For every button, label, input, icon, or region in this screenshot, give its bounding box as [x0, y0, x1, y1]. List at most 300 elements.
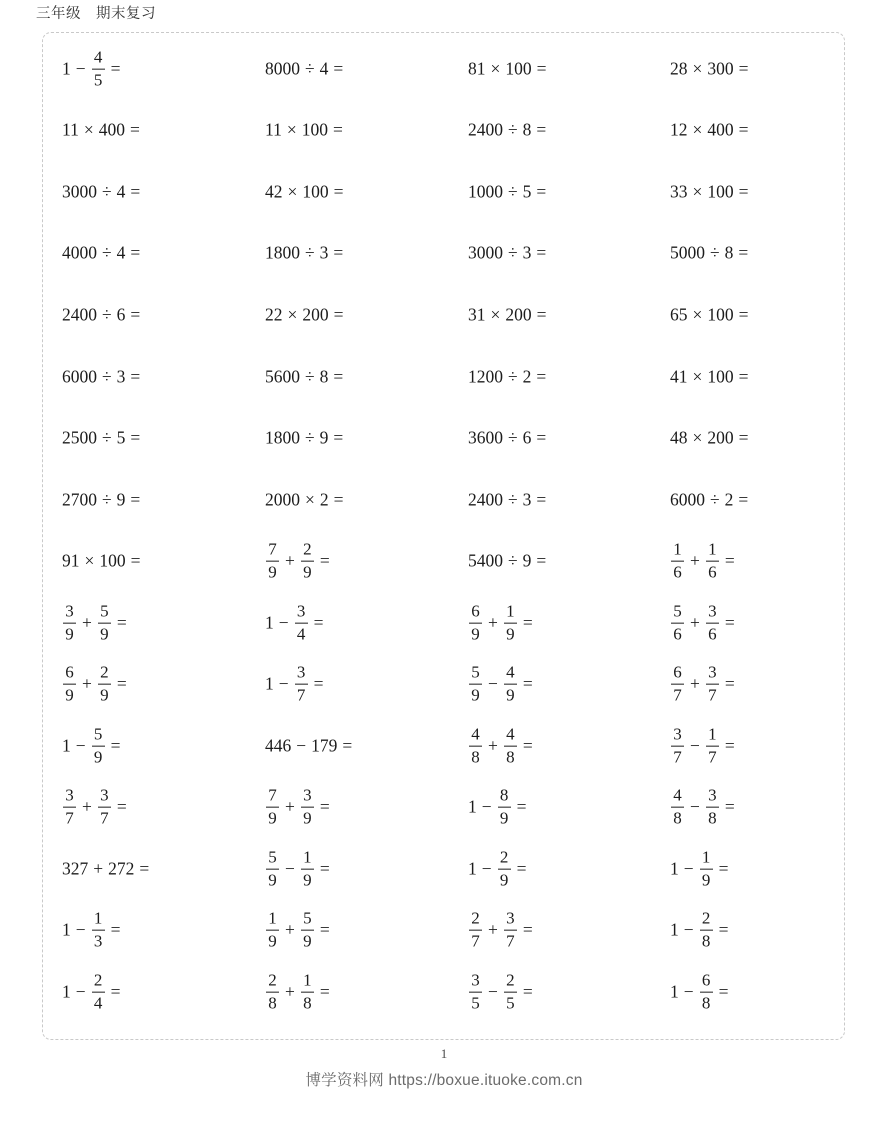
fraction-bar: [706, 684, 719, 685]
fraction: [92, 972, 105, 1013]
equals-sign: =: [738, 427, 749, 448]
fraction-numerator: 4: [471, 724, 480, 744]
math-expression: [670, 121, 749, 139]
fraction: [504, 664, 517, 705]
math-expression: [265, 910, 330, 951]
fraction-denominator: 8: [471, 747, 480, 767]
math-number: 4: [319, 58, 329, 79]
math-operator: ÷: [508, 242, 518, 263]
math-operator: ÷: [508, 550, 518, 571]
fraction-denominator: 6: [708, 624, 717, 644]
math-operator: ×: [287, 181, 298, 202]
fraction-bar: [706, 623, 719, 624]
equals-sign: =: [342, 735, 353, 756]
math-number: 1: [670, 919, 679, 940]
fraction-bar: [98, 684, 111, 685]
fraction: [266, 910, 279, 951]
math-operator: +: [690, 612, 700, 633]
fraction-numerator: 3: [506, 908, 515, 928]
math-operator: −: [75, 981, 86, 1002]
equals-sign: =: [319, 550, 330, 571]
math-expression: [468, 910, 533, 951]
math-number: 41: [670, 366, 688, 387]
fraction-bar: [671, 561, 684, 562]
math-number: 28: [670, 58, 688, 79]
math-expression: [468, 726, 533, 767]
math-expression: [670, 787, 735, 828]
math-operator: −: [683, 981, 694, 1002]
math-number: 400: [98, 119, 125, 140]
fraction-numerator: 2: [93, 970, 103, 990]
math-expression: [62, 726, 121, 767]
equals-sign: =: [718, 981, 729, 1002]
math-expression: [670, 183, 749, 201]
math-expression: [468, 368, 546, 386]
fraction-bar: [469, 992, 482, 993]
math-expression: [62, 429, 140, 447]
fraction: [706, 664, 719, 705]
fraction-denominator: 6: [708, 562, 717, 582]
equals-sign: =: [536, 366, 547, 387]
equals-sign: =: [724, 673, 735, 694]
math-number: 8: [522, 119, 532, 140]
fraction-denominator: 9: [268, 870, 277, 890]
fraction-denominator: 7: [673, 685, 682, 705]
equals-sign: =: [110, 735, 121, 756]
math-operator: −: [683, 858, 694, 879]
math-expression: [670, 244, 748, 262]
math-number: 2400: [62, 304, 97, 325]
fraction: [301, 910, 314, 951]
math-number: 31: [468, 304, 486, 325]
fraction: [671, 541, 684, 582]
math-number: 100: [99, 550, 126, 571]
fraction-bar: [504, 992, 517, 993]
fraction-numerator: 5: [100, 601, 109, 621]
fraction-denominator: 9: [506, 624, 515, 644]
math-expression: [468, 121, 546, 139]
math-expression: [62, 664, 127, 705]
math-expression: [265, 244, 343, 262]
equals-sign: =: [319, 981, 330, 1002]
math-operator: +: [285, 981, 295, 1002]
math-expression: [468, 244, 546, 262]
math-operator: ÷: [102, 181, 112, 202]
fraction-bar: [301, 869, 314, 870]
math-operator: ÷: [305, 427, 315, 448]
math-expression: [62, 121, 140, 139]
math-number: 200: [707, 427, 734, 448]
equals-sign: =: [516, 858, 527, 879]
math-number: 8: [319, 366, 329, 387]
math-expression: [265, 368, 343, 386]
math-expression: [670, 910, 729, 951]
fraction-denominator: 9: [499, 808, 509, 828]
fraction: [301, 849, 314, 890]
math-number: 8: [724, 242, 734, 263]
equals-sign: =: [333, 242, 344, 263]
fraction-numerator: 2: [506, 970, 515, 990]
math-expression: [62, 183, 140, 201]
math-number: 100: [707, 181, 734, 202]
fraction: [706, 787, 719, 828]
fraction-denominator: 9: [65, 624, 74, 644]
fraction-denominator: 8: [673, 808, 682, 828]
fraction-denominator: 9: [701, 870, 711, 890]
math-operator: ×: [84, 550, 95, 571]
fraction-bar: [266, 807, 279, 808]
math-number: 4: [116, 181, 126, 202]
math-expression: [265, 121, 343, 139]
equals-sign: =: [536, 181, 547, 202]
fraction: [504, 726, 517, 767]
fraction-denominator: 9: [471, 624, 480, 644]
math-operator: ×: [287, 304, 298, 325]
fraction-bar: [706, 561, 719, 562]
fraction-bar: [700, 930, 713, 931]
fraction-bar: [504, 684, 517, 685]
math-number: 100: [707, 366, 734, 387]
equals-sign: =: [333, 304, 344, 325]
fraction-numerator: 3: [303, 785, 312, 805]
math-expression: [265, 306, 344, 324]
fraction: [504, 972, 517, 1013]
fraction-bar: [301, 930, 314, 931]
math-expression: [265, 60, 343, 78]
fraction-numerator: 3: [708, 662, 717, 682]
fraction-bar: [63, 684, 76, 685]
equals-sign: =: [130, 427, 141, 448]
math-number: 6000: [670, 489, 705, 510]
fraction-numerator: 7: [268, 785, 277, 805]
math-number: 11: [265, 119, 282, 140]
math-operator: ÷: [305, 366, 315, 387]
math-expression: [670, 726, 735, 767]
page-title: 三年级 期末复习: [36, 6, 156, 22]
math-number: 2400: [468, 119, 503, 140]
math-number: 8000: [265, 58, 300, 79]
fraction-numerator: 2: [268, 970, 277, 990]
fraction: [92, 910, 105, 951]
fraction: [671, 603, 684, 644]
fraction-numerator: 4: [673, 785, 682, 805]
fraction-denominator: 7: [673, 747, 682, 767]
math-number: 9: [319, 427, 329, 448]
math-operator: −: [690, 735, 700, 756]
fraction-numerator: 7: [268, 539, 277, 559]
fraction-numerator: 3: [471, 970, 480, 990]
fraction-bar: [706, 807, 719, 808]
fraction: [98, 603, 111, 644]
fraction-numerator: 3: [65, 601, 74, 621]
equals-sign: =: [536, 427, 547, 448]
fraction-denominator: 9: [268, 562, 277, 582]
equals-sign: =: [130, 550, 141, 571]
fraction-denominator: 7: [708, 747, 717, 767]
math-number: 2400: [468, 489, 503, 510]
math-operator: −: [481, 858, 492, 879]
equals-sign: =: [522, 673, 533, 694]
math-expression: [670, 491, 748, 509]
equals-sign: =: [522, 735, 533, 756]
equals-sign: =: [724, 550, 735, 571]
fraction-bar: [63, 623, 76, 624]
math-number: 1: [670, 858, 679, 879]
math-number: 5400: [468, 550, 503, 571]
equals-sign: =: [718, 919, 729, 940]
fraction: [700, 972, 713, 1013]
fraction-numerator: 5: [303, 908, 312, 928]
math-expression: [265, 491, 344, 509]
equals-sign: =: [319, 796, 330, 817]
math-number: 6: [522, 427, 532, 448]
math-number: 179: [311, 735, 338, 756]
math-operator: −: [481, 796, 492, 817]
fraction: [469, 664, 482, 705]
equals-sign: =: [516, 796, 527, 817]
equals-sign: =: [536, 489, 547, 510]
equals-sign: =: [110, 919, 121, 940]
math-expression: [265, 603, 324, 644]
equals-sign: =: [313, 673, 324, 694]
math-operator: −: [75, 58, 86, 79]
math-operator: ×: [305, 489, 315, 510]
fraction-denominator: 9: [303, 870, 312, 890]
equals-sign: =: [738, 181, 749, 202]
math-number: 1200: [468, 366, 503, 387]
fraction: [671, 664, 684, 705]
math-number: 1800: [265, 242, 300, 263]
fraction-denominator: 9: [303, 931, 312, 951]
fraction-bar: [92, 746, 105, 747]
fraction-bar: [301, 807, 314, 808]
fraction-bar: [92, 69, 105, 70]
math-expression: [670, 368, 749, 386]
math-number: 1: [62, 919, 71, 940]
math-number: 5000: [670, 242, 705, 263]
fraction-denominator: 7: [471, 931, 480, 951]
fraction-numerator: 2: [471, 908, 480, 928]
equals-sign: =: [313, 612, 324, 633]
math-operator: +: [82, 796, 92, 817]
fraction-bar: [700, 869, 713, 870]
math-expression: [670, 603, 735, 644]
math-expression: [468, 972, 533, 1013]
fraction: [63, 787, 76, 828]
fraction-numerator: 1: [268, 908, 277, 928]
math-number: 22: [265, 304, 283, 325]
math-expression: [670, 664, 735, 705]
fraction: [700, 910, 713, 951]
fraction: [498, 849, 511, 890]
math-number: 9: [522, 550, 532, 571]
fraction: [301, 972, 314, 1013]
math-operator: −: [488, 981, 498, 1002]
fraction: [63, 664, 76, 705]
fraction: [295, 664, 308, 705]
equals-sign: =: [319, 858, 330, 879]
fraction: [295, 603, 308, 644]
math-expression: [468, 429, 546, 447]
fraction-numerator: 3: [708, 601, 717, 621]
math-number: 81: [468, 58, 486, 79]
math-operator: −: [75, 919, 86, 940]
fraction: [98, 664, 111, 705]
math-operator: +: [285, 919, 295, 940]
equals-sign: =: [130, 304, 141, 325]
equals-sign: =: [724, 796, 735, 817]
fraction-numerator: 6: [673, 662, 682, 682]
fraction-denominator: 6: [673, 624, 682, 644]
equals-sign: =: [738, 489, 749, 510]
math-operator: ×: [286, 119, 297, 140]
fraction: [706, 726, 719, 767]
fraction-bar: [266, 869, 279, 870]
fraction: [469, 603, 482, 644]
fraction-denominator: 5: [471, 993, 480, 1013]
math-expression: [468, 183, 546, 201]
math-expression: [670, 849, 729, 890]
math-expression: [468, 60, 547, 78]
fraction-bar: [266, 992, 279, 993]
math-expression: [265, 737, 352, 755]
fraction-bar: [498, 807, 511, 808]
math-operator: ÷: [305, 242, 315, 263]
fraction-denominator: 9: [100, 685, 109, 705]
fraction-denominator: 8: [701, 993, 711, 1013]
math-number: 100: [302, 181, 329, 202]
fraction-bar: [98, 623, 111, 624]
fraction-denominator: 9: [506, 685, 515, 705]
math-operator: +: [285, 550, 295, 571]
equals-sign: =: [536, 119, 547, 140]
fraction-denominator: 6: [673, 562, 682, 582]
fraction-bar: [504, 930, 517, 931]
fraction-bar: [469, 930, 482, 931]
fraction-numerator: 4: [506, 662, 515, 682]
fraction-denominator: 9: [268, 808, 277, 828]
fraction: [671, 787, 684, 828]
fraction-denominator: 8: [708, 808, 717, 828]
math-expression: [468, 306, 547, 324]
math-operator: +: [82, 612, 92, 633]
math-number: 42: [265, 181, 283, 202]
equals-sign: =: [718, 858, 729, 879]
fraction: [98, 787, 111, 828]
math-operator: ×: [490, 58, 501, 79]
math-operator: ÷: [305, 58, 315, 79]
equals-sign: =: [319, 919, 330, 940]
math-operator: ÷: [102, 427, 112, 448]
fraction-denominator: 9: [499, 870, 509, 890]
fraction-numerator: 5: [471, 662, 480, 682]
math-expression: [62, 244, 140, 262]
math-number: 4: [116, 242, 126, 263]
fraction-denominator: 7: [708, 685, 717, 705]
math-operator: −: [488, 673, 498, 694]
math-expression: [265, 183, 344, 201]
fraction-numerator: 4: [93, 47, 103, 67]
fraction: [266, 849, 279, 890]
math-number: 1: [62, 735, 71, 756]
fraction-numerator: 1: [673, 539, 682, 559]
equals-sign: =: [332, 119, 343, 140]
math-number: 446: [265, 735, 292, 756]
fraction-bar: [706, 746, 719, 747]
equals-sign: =: [333, 489, 344, 510]
fraction-numerator: 5: [673, 601, 682, 621]
equals-sign: =: [522, 981, 533, 1002]
fraction-denominator: 7: [296, 685, 306, 705]
equals-sign: =: [116, 796, 127, 817]
fraction-bar: [671, 807, 684, 808]
equals-sign: =: [522, 612, 533, 633]
math-operator: +: [93, 858, 104, 879]
math-operator: −: [278, 673, 289, 694]
math-operator: ÷: [508, 119, 518, 140]
math-number: 1: [670, 981, 679, 1002]
math-operator: ÷: [102, 304, 112, 325]
math-expression: [265, 541, 330, 582]
fraction-bar: [469, 684, 482, 685]
math-number: 5600: [265, 366, 300, 387]
fraction: [671, 726, 684, 767]
fraction-numerator: 1: [506, 601, 515, 621]
math-expression: [62, 910, 121, 951]
math-number: 100: [707, 304, 734, 325]
equals-sign: =: [333, 427, 344, 448]
fraction-denominator: 5: [506, 993, 515, 1013]
math-expression: [62, 306, 140, 324]
math-number: 2500: [62, 427, 97, 448]
fraction-denominator: 7: [65, 808, 74, 828]
equals-sign: =: [333, 366, 344, 387]
fraction-numerator: 3: [708, 785, 717, 805]
math-number: 300: [707, 58, 734, 79]
math-expression: [468, 491, 546, 509]
equals-sign: =: [333, 58, 344, 79]
fraction-denominator: 8: [701, 931, 711, 951]
equals-sign: =: [130, 366, 141, 387]
equals-sign: =: [536, 304, 547, 325]
fraction: [504, 603, 517, 644]
fraction: [266, 787, 279, 828]
equals-sign: =: [536, 58, 547, 79]
fraction-numerator: 2: [701, 908, 711, 928]
math-number: 5: [522, 181, 532, 202]
math-operator: −: [285, 858, 295, 879]
fraction-denominator: 9: [65, 685, 74, 705]
equals-sign: =: [738, 304, 749, 325]
math-number: 9: [116, 489, 126, 510]
fraction-bar: [469, 623, 482, 624]
math-number: 4000: [62, 242, 97, 263]
math-number: 6000: [62, 366, 97, 387]
fraction-bar: [700, 992, 713, 993]
math-expression: [670, 541, 735, 582]
math-expression: [62, 972, 121, 1013]
math-number: 33: [670, 181, 688, 202]
math-number: 1000: [468, 181, 503, 202]
math-number: 3000: [62, 181, 97, 202]
math-operator: ×: [490, 304, 501, 325]
equals-sign: =: [333, 181, 344, 202]
math-operator: −: [296, 735, 307, 756]
math-expression: [468, 603, 533, 644]
math-number: 48: [670, 427, 688, 448]
fraction: [63, 603, 76, 644]
math-operator: ÷: [508, 489, 518, 510]
